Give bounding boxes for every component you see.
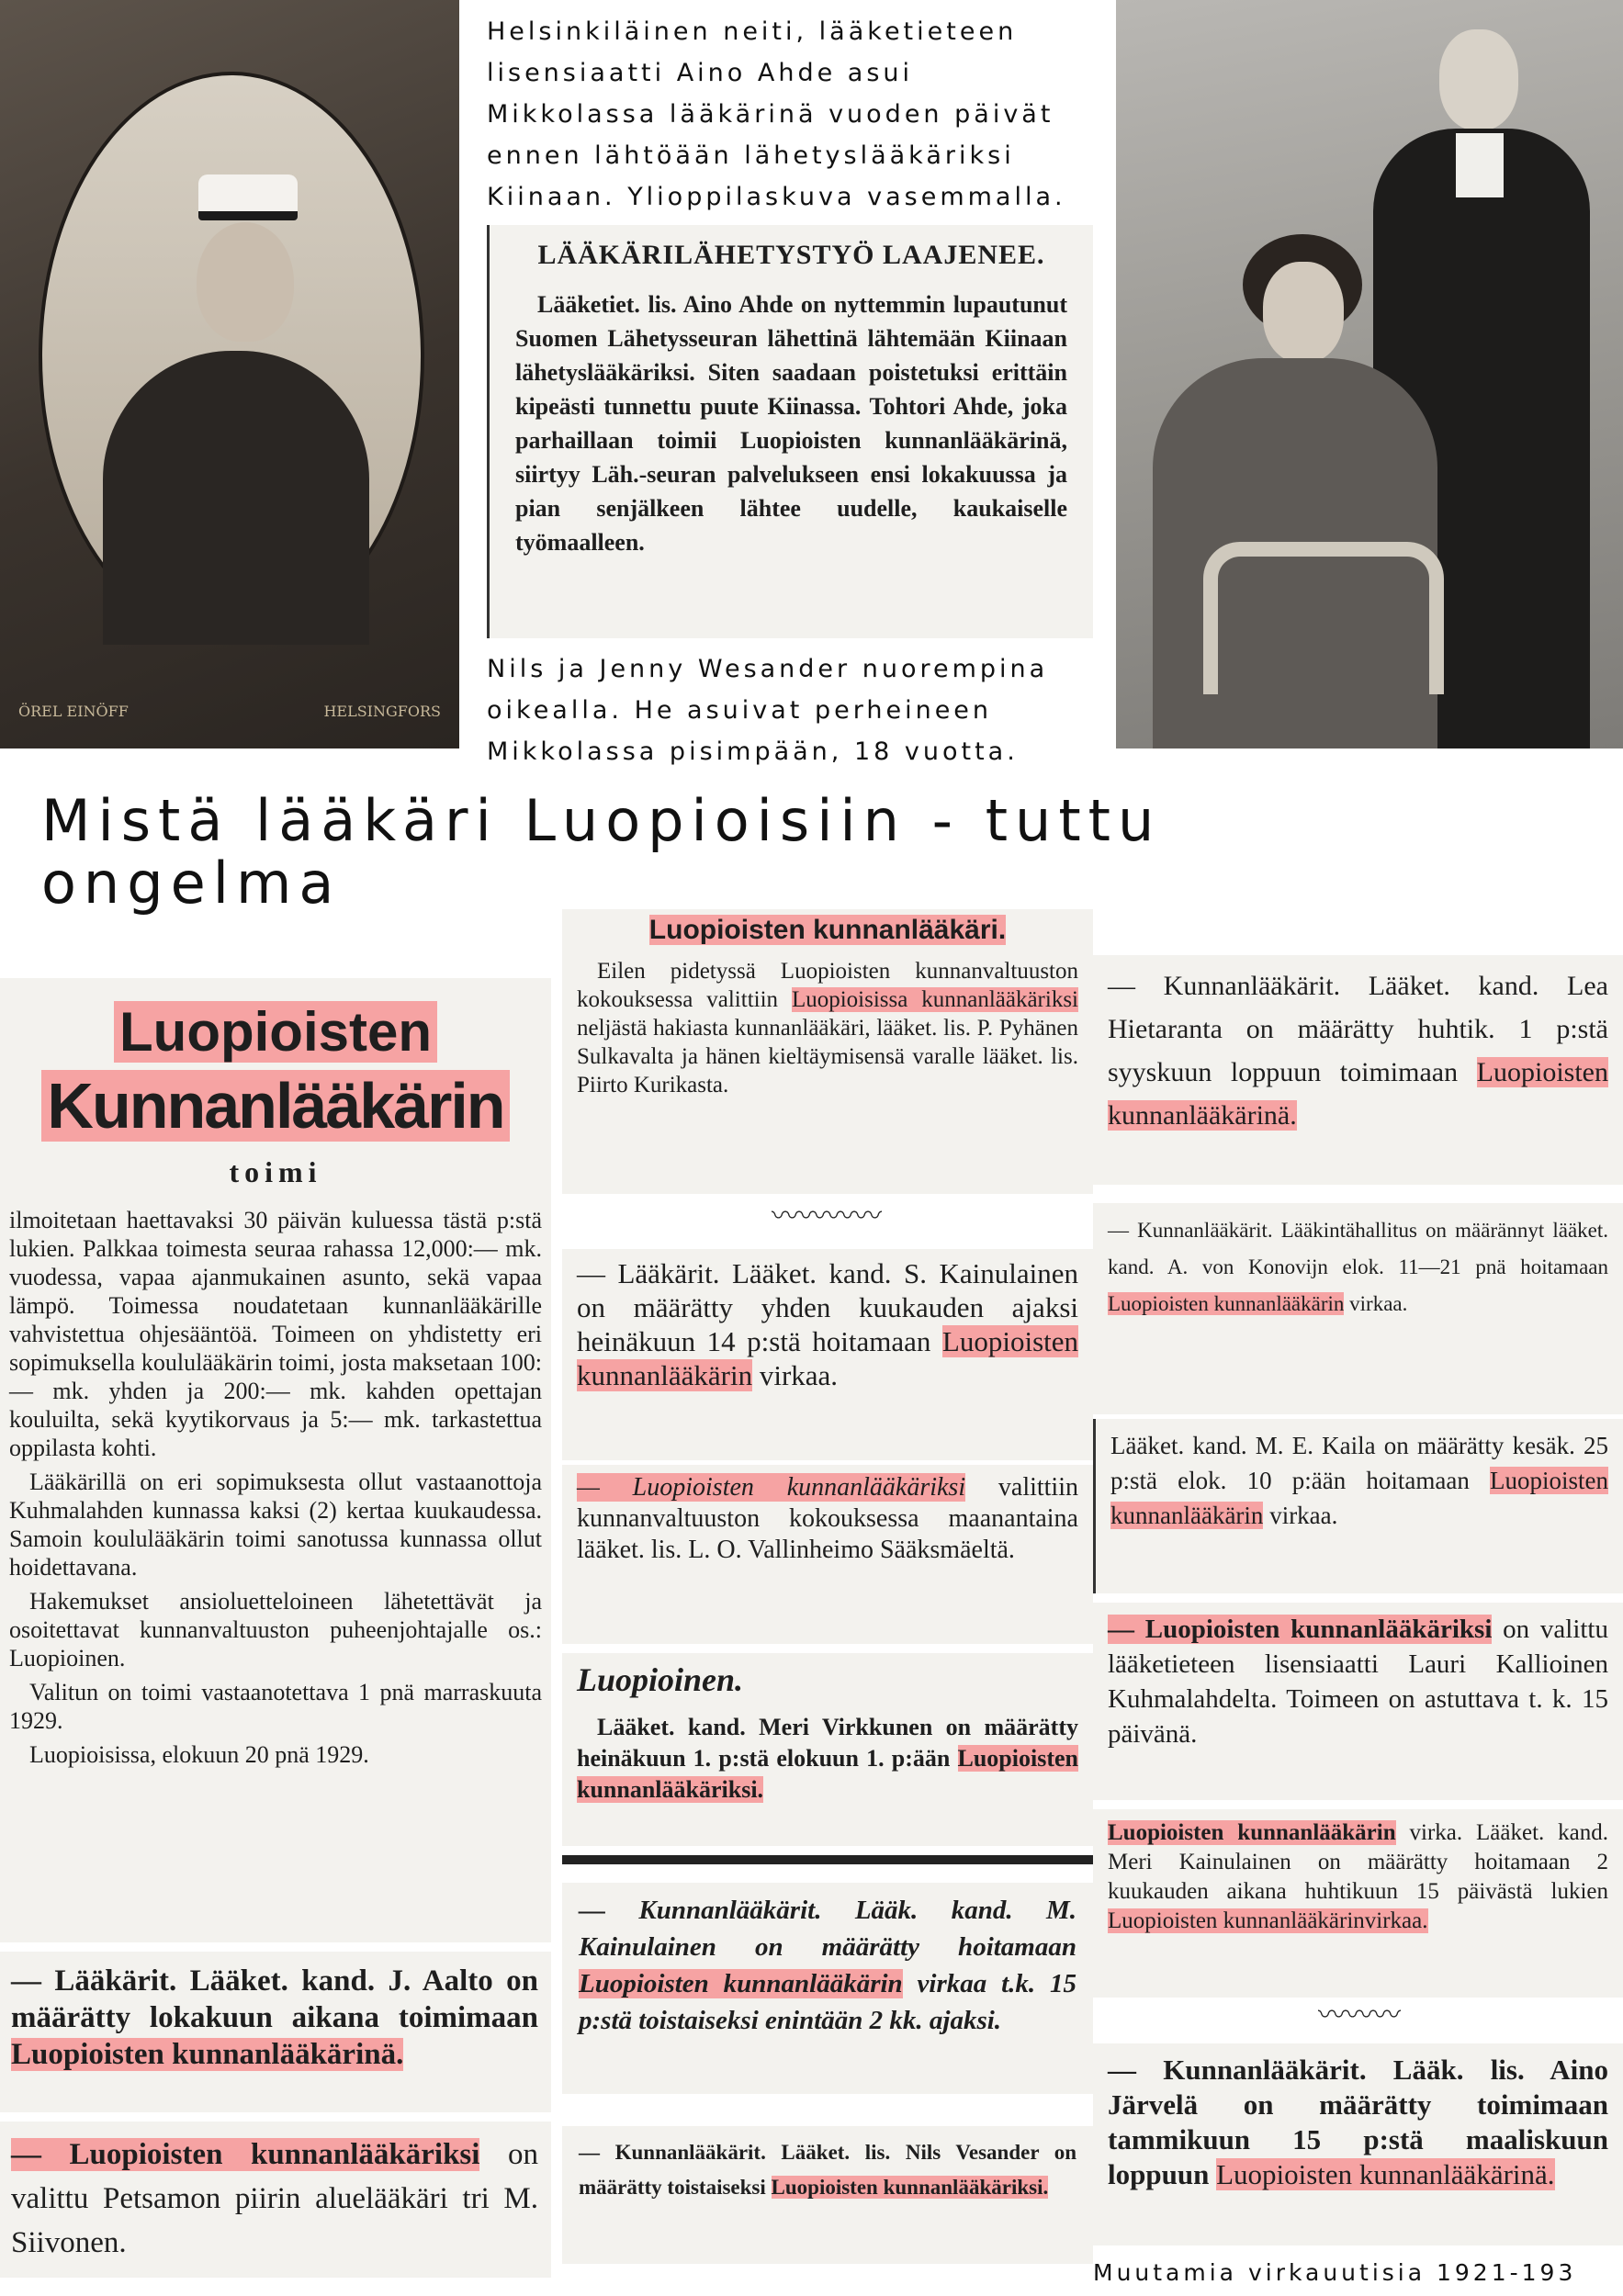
footer-caption: Muutamia virkauutisia 1921-193 (1093, 2259, 1577, 2286)
notice-kainulainen-r-highlight-1: Luopioisten kunnanlääkärin (1108, 1820, 1396, 1845)
notice-hietaranta-highlight: Luopioisten kunnanlääkärinä. (1108, 1057, 1608, 1131)
top-caption: Helsinkiläinen neiti, lääketieteen lisensiaatti Aino Ahde asui Mikkolassa lääkärinä vuoden päivät ennen lähtöään lähetyslääkäriksi Kiinaan. Ylioppilaskuva vasemmalla. (487, 17, 1066, 211)
notice-jarvela (1093, 2043, 1623, 2245)
notice-konovijn-highlight: Luopioisten kunnanlääkärin (1108, 1292, 1345, 1315)
notice-kallioinen-text: on valittu lääketieteen lisensiaatti Lauri Kallioinen Kuhmalahdelta. Toimeen on astuttava t. k. 15 päivänä. (1108, 1615, 1608, 1749)
ad-kunnanlaakarin-toimi (0, 978, 551, 1942)
separator-wave-1: 〰〰〰〰 (772, 1200, 882, 1232)
notice-kainulainen-m (562, 1883, 1093, 2094)
notice-kaila-highlight: Luopioisten kunnanlääkärin (1110, 1467, 1609, 1529)
clipping-heading: LÄÄKÄRILÄHETYSTYÖ LAAJENEE. (537, 240, 1045, 270)
notice-vesander-highlight: Luopioisten kunnanlääkäriksi. (771, 2176, 1049, 2199)
notice-kaila (1093, 1419, 1623, 1593)
notice-pyhanen (562, 909, 1093, 1194)
notice-kainulainen-s-text-a: — Lääkärit. Lääket. kand. S. Kainulainen on määrätty yhden kuukauden ajaksi heinäkuun 14 p:stä hoitamaan (577, 1257, 1078, 1357)
portrait-oval (39, 72, 424, 641)
photo-studio-mark: ÖREL EINÖFF HELSINGFORS (18, 703, 441, 720)
notice-siivonen-text: on valittu Petsamon piirin aluelääkäri tri M. Siivonen. (11, 2138, 538, 2259)
portrait-cap (198, 174, 298, 220)
notice-jarvela-text: — Kunnanlääkärit. Lääk. lis. Aino Järvelä on määrätty toimimaan tammikuun 15 p:stä maaliskuun loppuun (1108, 2054, 1608, 2190)
notice-hietaranta (1093, 955, 1623, 1185)
couple-man-collar (1456, 133, 1504, 197)
portrait-face (197, 222, 294, 342)
portrait-body (103, 351, 369, 645)
notice-kainulainen-m-highlight: Luopioisten kunnanlääkärin (579, 1969, 903, 1998)
notice-kainulainen-m-text-b: virkaa t.k. 15 p:stä toistaiseksi enintään 2 kk. ajaksi. (579, 1969, 1076, 2035)
ad-paragraph-3: Hakemukset ansioluetteloineen lähetettävät ja osoitettavat kunnanvaltuuston puheenjohtajalle os.: Luopioinen. (9, 1588, 542, 1671)
notice-virkkunen-text: Lääket. kand. Meri Virkkunen on määrätty heinäkuun 1. p:stä elokuun 1. p:ään (577, 1714, 1078, 1772)
notice-konovijn-text-b: virkaa. (1349, 1292, 1408, 1315)
clipping-body: Lääketiet. lis. Aino Ahde on nyttemmin lupautunut Suomen Lähetysseuran lähettinä lähtemään Kiinaan lähetyslääkäriksi. Siten saadaan poistetuksi erittäin kipeästi tunnettu puute Kiinassa. Tohtori Ahde, joka parhaillaan toimii Luopioisten kunnanlääkärinä, siirtyy Läh.-seuran palvelukseen ensi lokakuussa ja pian senjälkeen lähtee uudelle, kaukaiselle työmaalleen. (515, 291, 1067, 556)
notice-vallinheimo (562, 1465, 1093, 1644)
page-title: Mistä lääkäri Luopioisiin - tuttu ongelma (41, 787, 1162, 917)
photo-wesander-couple (1116, 0, 1623, 748)
notice-vesander-text: — Kunnanlääkärit. Lääket. lis. Nils Vesander on määrätty toistaiseksi (579, 2141, 1076, 2199)
ad-paragraph-5: Luopioisissa, elokuun 20 pnä 1929. (29, 1741, 369, 1768)
couple-woman-face (1263, 262, 1344, 363)
notice-kainulainen-r-highlight-2: Luopioisten kunnanlääkärinvirkaa. (1108, 1908, 1428, 1933)
couple-chair (1203, 542, 1444, 694)
notice-kainulainen-m-text-a: — Kunnanlääkärit. Lääk. kand. M. Kainulainen on määrätty hoitamaan (579, 1896, 1076, 1962)
notice-virkkunen (562, 1653, 1093, 1846)
notice-kainulainen-s-text-b: virkaa. (759, 1359, 839, 1391)
separator-rule-mid (562, 1855, 1093, 1864)
notice-kainulainen-s (562, 1249, 1093, 1460)
notice-pyhanen-highlight: Luopioisissa kunnanlääkäriksi (791, 987, 1078, 1012)
notice-virkkunen-title: Luopioinen. (577, 1661, 744, 1698)
ad-paragraph-1: ilmoitetaan haettavaksi 30 päivän kuluessa tästä p:stä lukien. Palkkaa toimesta seuraa rahassa 12,000:— mk. vuodessa, vapaa ajanmukainen asunto, sekä vapaa lämpö. Toimessa noudatetaan kunnanlääkärille vahvistettua ohjesääntöä. Toimeen on yhdistetty eri sopimuksella koululääkärin toimi, josta maksetaan 100:— mk. yhden ja 200:— mk. kahden opettajan kouluilta, sekä kyytikorvaus ja 5:— mk. tarkastettua oppilasta kohti. (9, 1207, 542, 1461)
notice-kainulainen-r (1093, 1809, 1623, 1998)
notice-vallinheimo-highlight: — Luopioisten kunnanlääkäriksi (577, 1473, 966, 1502)
notice-siivonen (0, 2122, 551, 2278)
notice-kainulainen-s-highlight: Luopioisten kunnanlääkärin (577, 1325, 1079, 1391)
notice-aalto (0, 1952, 551, 2112)
clipping-laakarilahetystyo (487, 225, 1093, 638)
notice-kainulainen-r-text: virka. Lääket. kand. Meri Kainulainen on määrätty hoitamaan 2 kuukauden aikana huhtikuun 15 päivästä lukien (1108, 1820, 1609, 1904)
notice-virkkunen-highlight: Luopioisten kunnanlääkäriksi. (577, 1745, 1078, 1803)
notice-pyhanen-title: Luopioisten kunnanlääkäri. (648, 915, 1007, 945)
ad-title-kunnanlaakarin: Kunnanlääkärin (41, 1070, 509, 1142)
ad-title-luopioisten: Luopioisten (114, 1001, 437, 1063)
ad-paragraph-4: Valitun on toimi vastaanotettava 1 pnä marraskuuta 1929. (9, 1679, 542, 1734)
ad-title-toimi: toimi (229, 1155, 322, 1188)
notice-kallioinen (1093, 1603, 1623, 1800)
notice-kaila-text-b: virkaa. (1269, 1502, 1338, 1529)
separator-wave-2: 〰〰〰 (1318, 1999, 1401, 2032)
notice-kaila-text: Lääket. kand. M. E. Kaila on määrätty kesäk. 25 p:stä elok. 10 p:ään hoitamaan (1110, 1432, 1608, 1494)
couple-man-head (1439, 29, 1518, 130)
notice-aalto-text: — Lääkärit. Lääket. kand. J. Aalto on määrätty lokakuun aikana toimimaan (11, 1964, 538, 2034)
notice-pyhanen-text-b: neljästä hakiasta kunnanlääkäri, lääket. lis. P. Pyhänen Sulkavalta ja hänen kieltäymisensä varalle lääket. lis. Piirto Kurikasta. (577, 1016, 1078, 1097)
notice-konovijn-text: — Kunnanlääkärit. Lääkintähallitus on määrännyt lääket. kand. A. von Konovijn elok. 11—21 pnä hoitamaan (1108, 1219, 1608, 1278)
ad-paragraph-2: Lääkärillä on eri sopimuksesta ollut vastaanottoja Kuhmalahden kunnassa kaksi (2) kertaa kuukaudessa. Samoin koululääkärin toimi sanotussa kunnassa ollut hoidettavana. (9, 1469, 542, 1581)
photo-aino-ahde (0, 0, 459, 748)
notice-pyhanen-text-a: Eilen pidetyssä Luopioisten kunnanvaltuuston kokouksessa valittiin (577, 959, 1078, 1012)
notice-jarvela-highlight: Luopioisten kunnanlääkärinä. (1216, 2158, 1555, 2190)
notice-vesander (562, 2126, 1093, 2264)
notice-hietaranta-text: — Kunnanlääkärit. Lääket. kand. Lea Hietaranta on määrätty huhtik. 1 p:stä syyskuun loppuun toimimaan (1108, 971, 1608, 1087)
notice-konovijn (1093, 1203, 1623, 1414)
notice-siivonen-highlight: — Luopioisten kunnanlääkäriksi (11, 2138, 480, 2171)
notice-aalto-highlight: Luopioisten kunnanlääkärinä. (11, 2038, 404, 2071)
bottom-caption: Nils ja Jenny Wesander nuorempina oikealla. He asuivat perheineen Mikkolassa pisimpään, 18 vuotta. (487, 655, 1049, 766)
notice-vallinheimo-text: valittiin kunnanvaltuuston kokouksessa maanantaina lääket. lis. L. O. Vallinheimo Sääksmäeltä. (577, 1473, 1078, 1564)
notice-kallioinen-highlight: — Luopioisten kunnanlääkäriksi (1108, 1615, 1493, 1644)
